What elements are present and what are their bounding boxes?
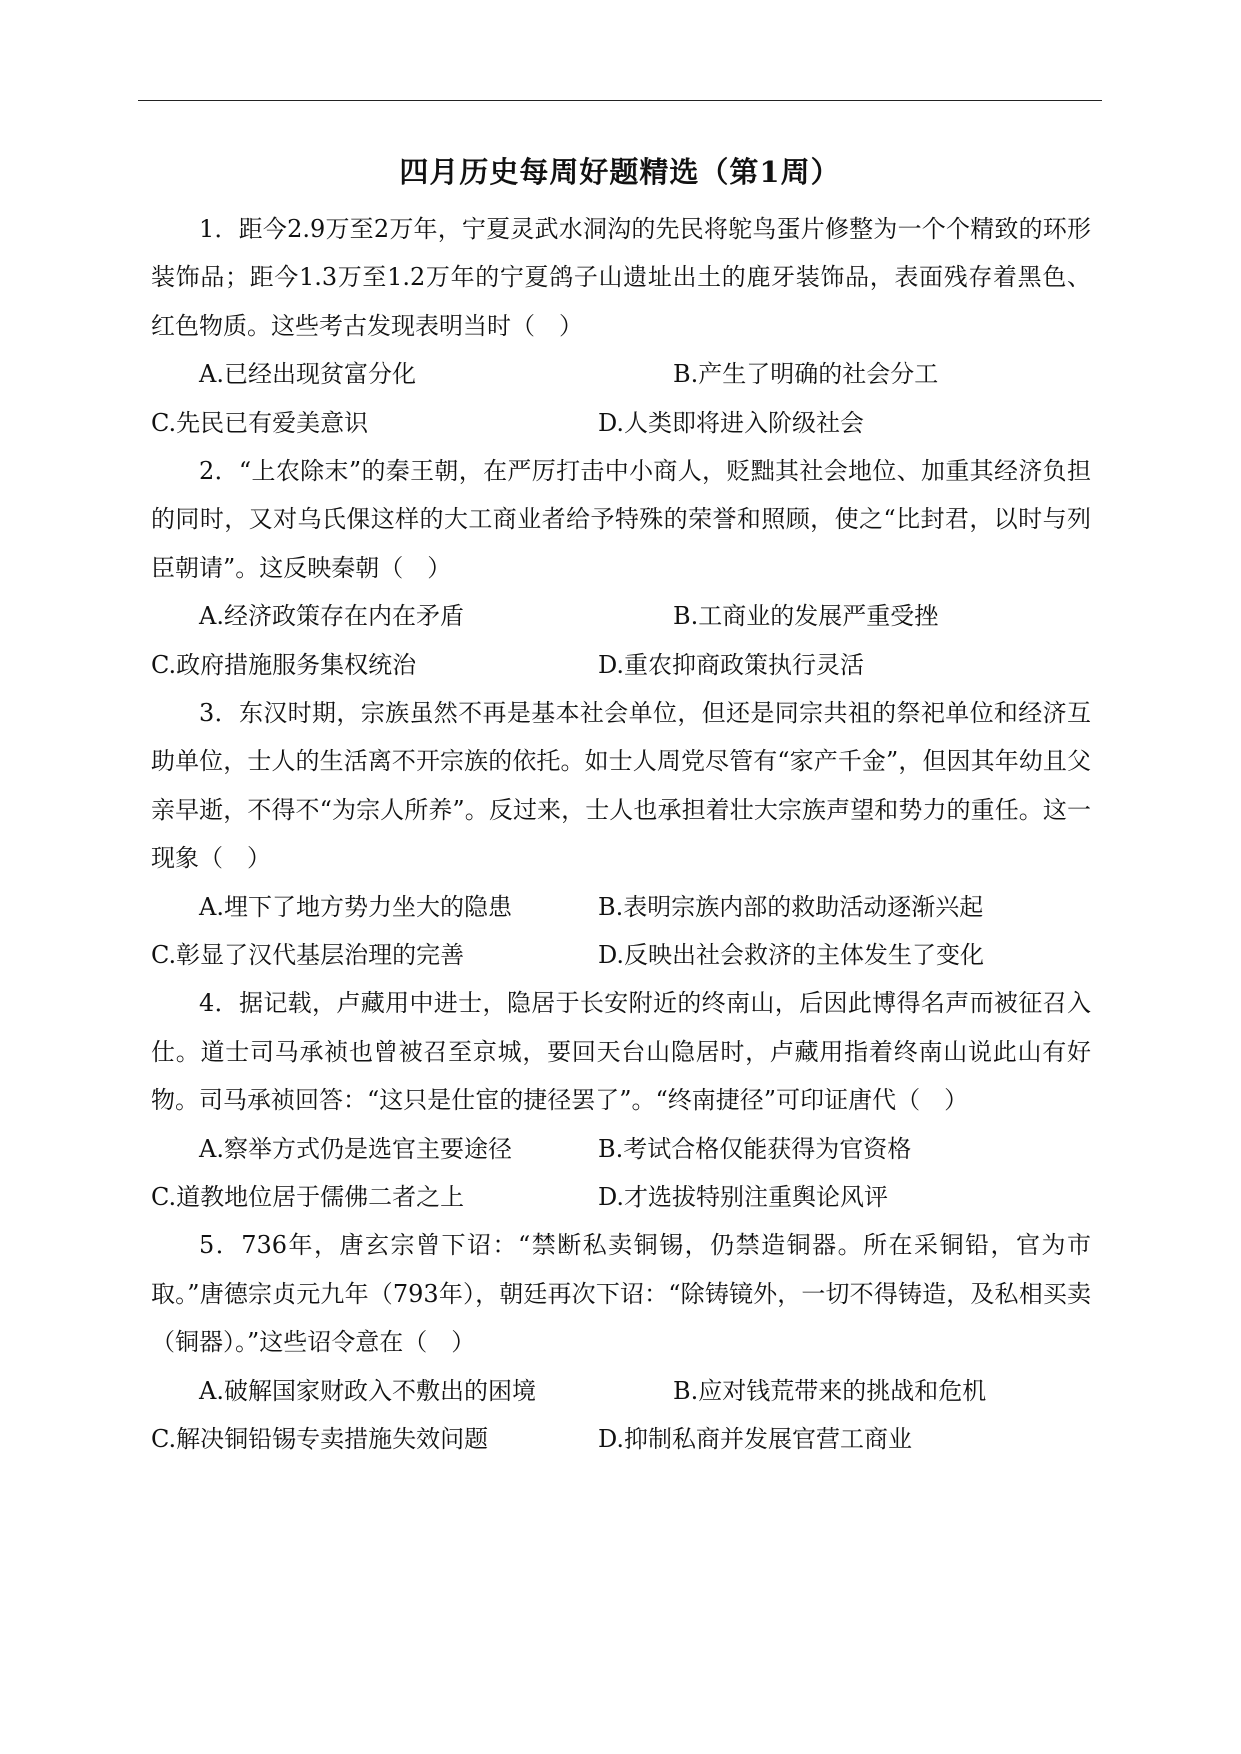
option-a: A.经济政策存在内在矛盾 (199, 602, 464, 631)
option-c: C.解决铜铅锡专卖措施失效问题 (151, 1425, 489, 1454)
question-5 (151, 1221, 1091, 1463)
option-d: D.人类即将进入阶级社会 (598, 408, 865, 437)
option-d: D.反映出社会救济的主体发生了变化 (598, 941, 985, 970)
option-a: A.埋下了地方势力坐大的隐患 (199, 892, 512, 921)
option-a: A.察举方式仍是选官主要途径 (199, 1134, 512, 1163)
option-b: B.考试合格仅能获得为官资格 (598, 1134, 912, 1163)
question-options (151, 350, 1091, 447)
option-d: D.抑制私商并发展官营工商业 (598, 1425, 913, 1454)
page-title: 四月历史每周好题精选（第1周） (399, 155, 841, 189)
option-c: C.政府措施服务集权统治 (151, 650, 417, 679)
option-d: D.重农抑商政策执行灵活 (598, 650, 865, 679)
question-stem: 3．东汉时期，宗族虽然不再是基本社会单位，但还是同宗共祖的祭祀单位和经济互助单位，士人的生活离不开宗族的依托。如士人周党尽管有“家产千金”，但因其年幼且父亲早逝，不得不“为宗人所养”。反过来，士人也承担着壮大宗族声望和势力的重任。这一现象（ ） (151, 699, 1091, 873)
header-rule (138, 100, 1102, 101)
question-1 (151, 205, 1091, 447)
option-b: B.应对钱荒带来的挑战和危机 (673, 1376, 987, 1405)
question-2 (151, 447, 1091, 689)
option-d: D.才选拔特别注重舆论风评 (598, 1183, 889, 1212)
question-list (151, 205, 1091, 1463)
question-stem: 1．距今2.9万至2万年，宁夏灵武水洞沟的先民将鸵鸟蛋片修整为一个个精致的环形装饰品；距今1.3万至1.2万年的宁夏鸽子山遗址出土的鹿牙装饰品，表面残存着黑色、红色物质。这些考古发现表明当时（ ） (151, 215, 1091, 340)
option-a: A.已经出现贫富分化 (199, 360, 416, 389)
option-a: A.破解国家财政入不敷出的困境 (199, 1376, 536, 1405)
question-options (151, 1367, 1091, 1464)
question-options (151, 1125, 1091, 1222)
question-stem: 2．“上农除末”的秦王朝，在严厉打击中小商人，贬黜其社会地位、加重其经济负担的同时，又对乌氏倮这样的大工商业者给予特殊的荣誉和照顾，使之“比封君，以时与列臣朝请”。这反映秦朝（ ） (151, 457, 1091, 582)
question-3 (151, 689, 1091, 979)
question-4 (151, 979, 1091, 1221)
option-c: C.先民已有爱美意识 (151, 408, 369, 437)
option-c: C.道教地位居于儒佛二者之上 (151, 1183, 465, 1212)
question-stem: 5．736年，唐玄宗曾下诏：“禁断私卖铜锡，仍禁造铜器。所在采铜铅，官为市取。”唐德宗贞元九年（793年），朝廷再次下诏：“除铸镜外，一切不得铸造，及私相买卖（铜器）。”这些诏令意在（ ） (151, 1231, 1091, 1357)
question-options (151, 883, 1091, 980)
option-b: B.工商业的发展严重受挫 (673, 602, 939, 631)
option-b: B.产生了明确的社会分工 (673, 360, 939, 389)
question-options (151, 592, 1091, 689)
question-stem: 4．据记载，卢藏用中进士，隐居于长安附近的终南山，后因此博得名声而被征召入仕。道士司马承祯也曾被召至京城，要回天台山隐居时，卢藏用指着终南山说此山有好物。司马承祯回答：“这只是仕宦的捷径罢了”。“终南捷径”可印证唐代（ ） (151, 989, 1091, 1115)
option-b: B.表明宗族内部的救助活动逐渐兴起 (598, 892, 984, 921)
option-c: C.彰显了汉代基层治理的完善 (151, 941, 465, 970)
